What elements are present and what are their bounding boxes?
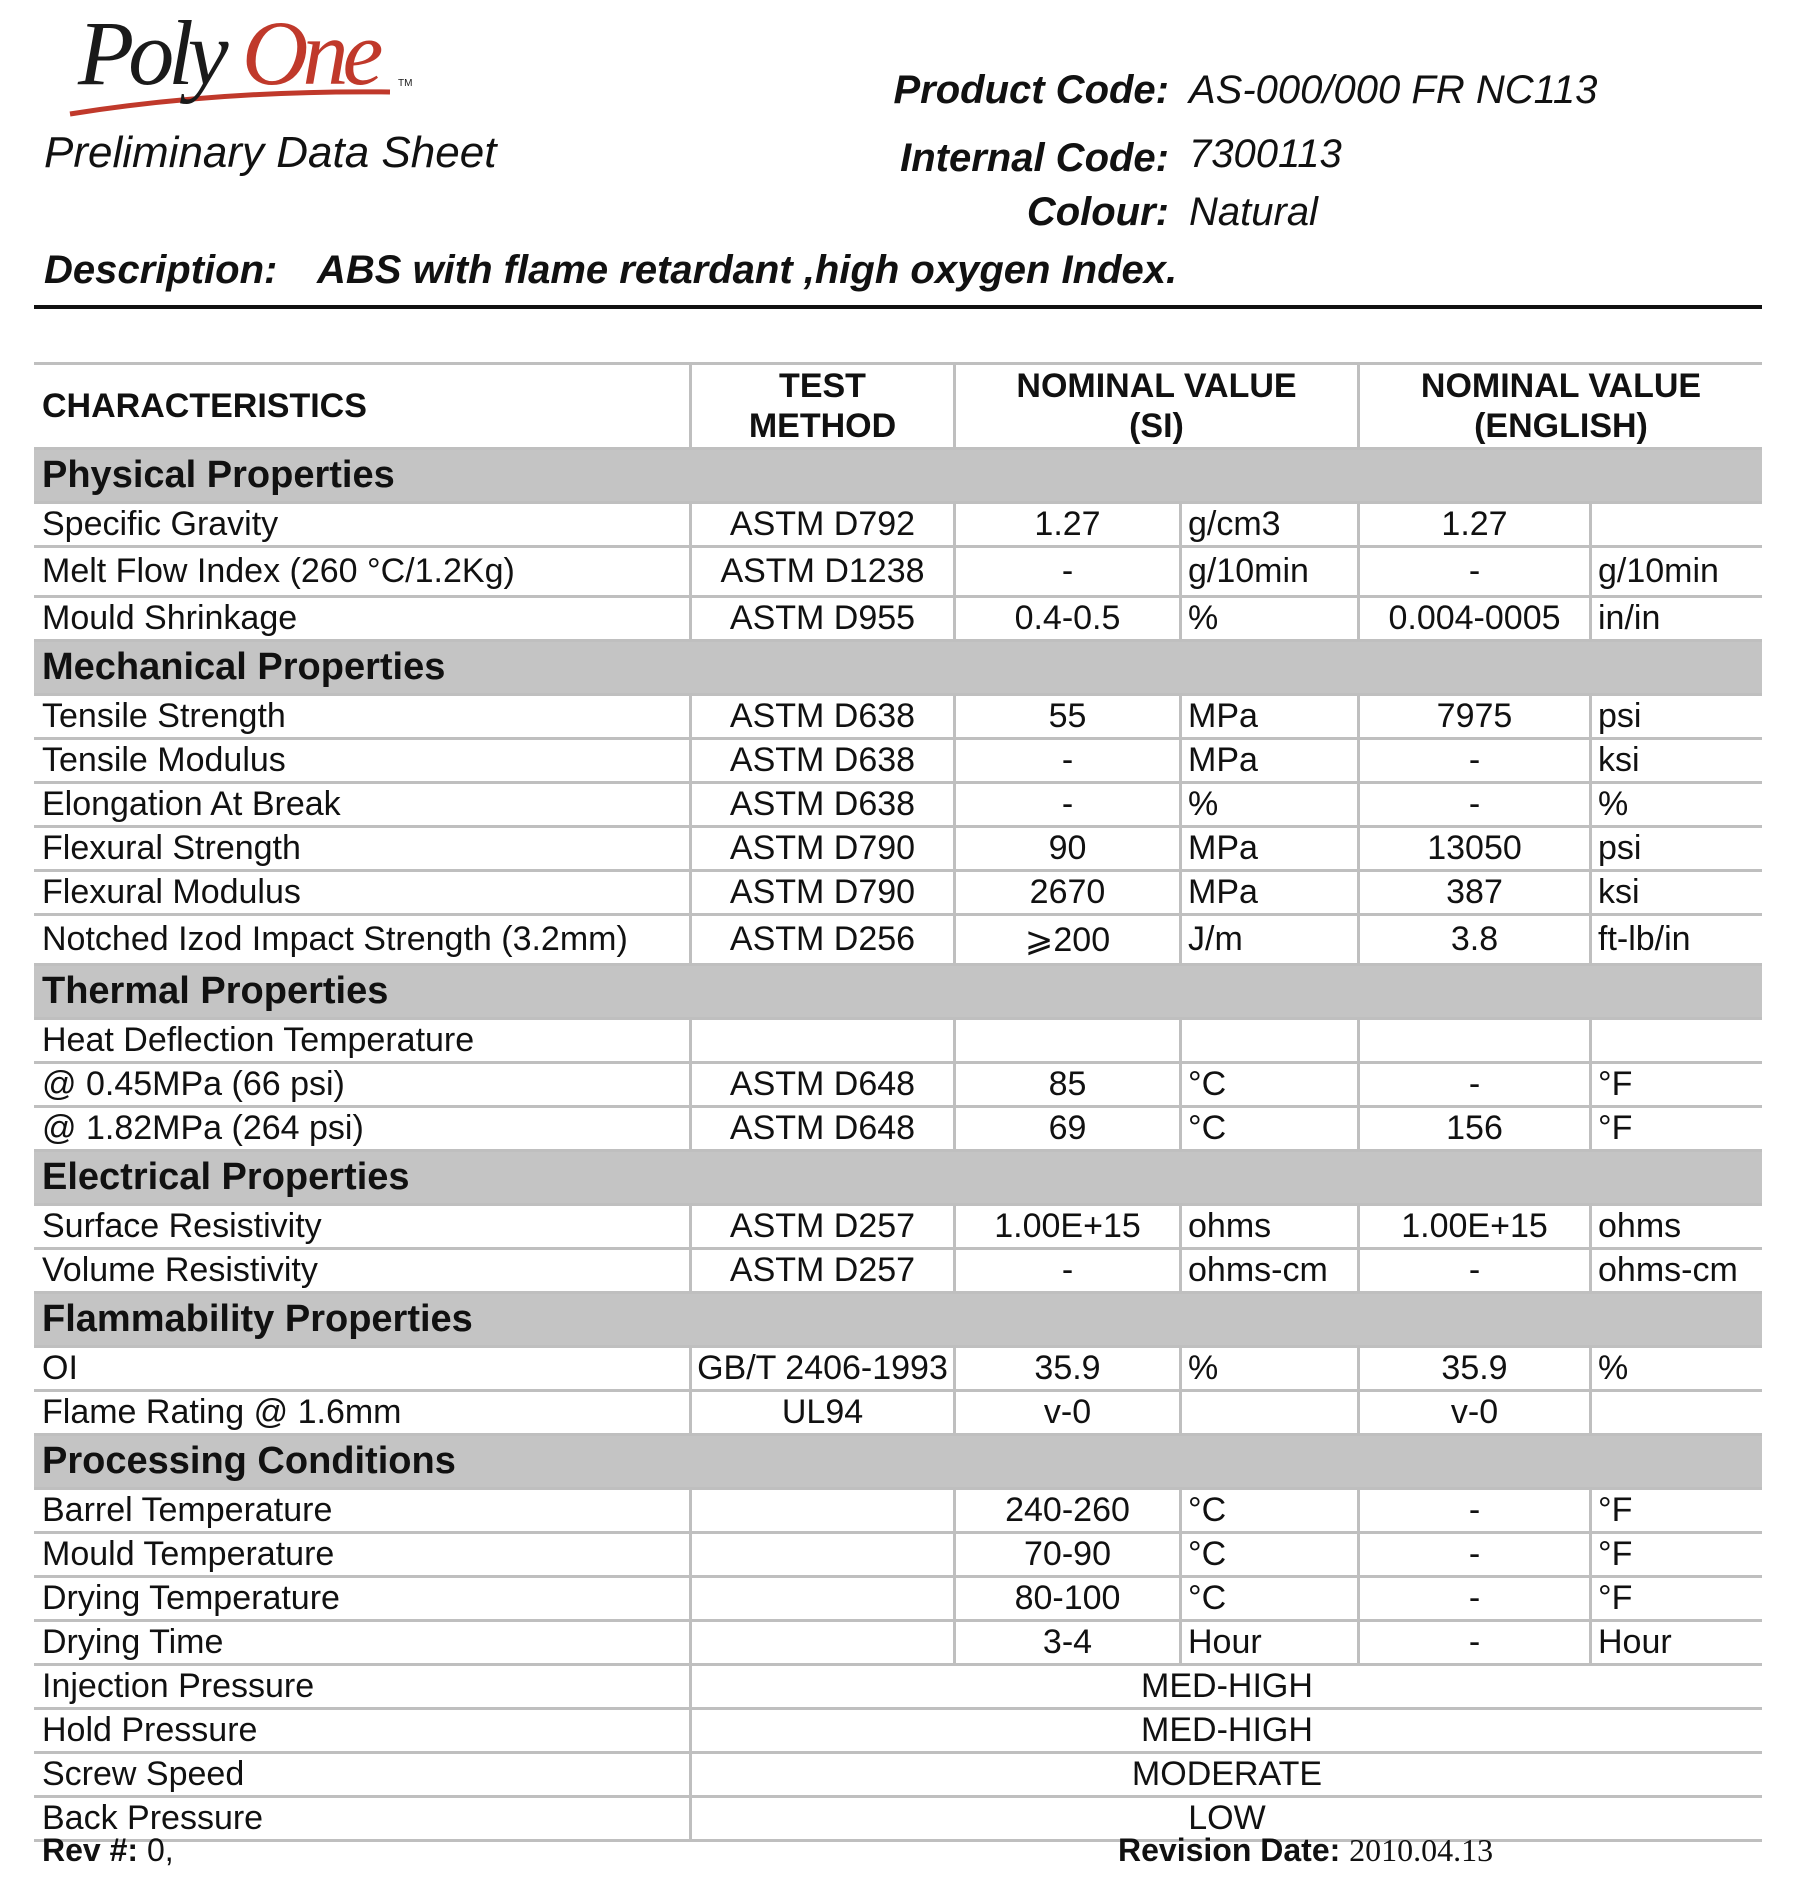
property-name: Notched Izod Impact Strength (3.2mm) — [42, 920, 628, 958]
product-code-row — [0, 68, 1793, 128]
property-name: Volume Resistivity — [42, 1251, 318, 1289]
test-method: ASTM D638 — [689, 740, 953, 781]
si-value: 1.00E+15 — [953, 1206, 1179, 1247]
property-name: Specific Gravity — [42, 505, 279, 543]
property-name: Mould Shrinkage — [42, 599, 298, 637]
english-unit: psi — [1589, 696, 1762, 737]
english-value: 13050 — [1357, 828, 1589, 869]
english-unit: °F — [1589, 1534, 1762, 1575]
si-unit: % — [1179, 784, 1357, 825]
nominal-english-header-line1: NOMINAL VALUE — [1420, 367, 1702, 405]
table-row — [34, 1666, 1762, 1710]
span-value: MED-HIGH — [689, 1710, 1762, 1751]
nominal-si-header — [953, 365, 1357, 447]
property-name: Tensile Strength — [42, 697, 286, 735]
test-method: ASTM D256 — [689, 916, 953, 963]
section-title: Processing Conditions — [42, 1440, 456, 1482]
table-row — [34, 1250, 1762, 1294]
si-unit: J/m — [1179, 916, 1357, 963]
english-value: - — [1357, 1622, 1589, 1663]
table-row — [34, 1490, 1762, 1534]
span-value: LOW — [689, 1798, 1762, 1839]
product-code-value: AS-000/000 FR NC113 — [1189, 68, 1598, 112]
property-name: Flame Rating @ 1.6mm — [42, 1393, 402, 1431]
english-value: - — [1357, 1578, 1589, 1619]
si-value: 2670 — [953, 872, 1179, 913]
english-unit: ohms — [1589, 1206, 1762, 1247]
test-method — [689, 1490, 953, 1531]
table-row — [34, 1534, 1762, 1578]
si-value: - — [953, 740, 1179, 781]
product-code-label: Product Code: — [893, 68, 1169, 112]
revision-date-label: Revision Date: — [1118, 1832, 1341, 1868]
english-value: - — [1357, 1064, 1589, 1105]
test-method: ASTM D1238 — [689, 548, 953, 595]
section-physical — [34, 450, 1762, 504]
table-row — [34, 548, 1762, 598]
english-value: 387 — [1357, 872, 1589, 913]
table-row — [34, 696, 1762, 740]
internal-code-row — [0, 132, 1793, 192]
internal-code-value: 7300113 — [1189, 132, 1342, 176]
test-method: ASTM D257 — [689, 1250, 953, 1291]
property-name: Heat Deflection Temperature — [42, 1021, 475, 1059]
test-method — [689, 1534, 953, 1575]
property-name: Back Pressure — [42, 1799, 264, 1837]
test-method — [689, 1622, 953, 1663]
section-electrical — [34, 1152, 1762, 1206]
table-header — [34, 362, 1762, 450]
properties-table — [34, 362, 1762, 1842]
si-value: 69 — [953, 1108, 1179, 1149]
si-unit: MPa — [1179, 828, 1357, 869]
table-row — [34, 740, 1762, 784]
table-row — [34, 1108, 1762, 1152]
english-unit: °F — [1589, 1578, 1762, 1619]
table-row — [34, 1392, 1762, 1436]
english-unit: ohms-cm — [1589, 1250, 1762, 1291]
rev-label: Rev #: — [42, 1832, 139, 1868]
property-name: Flexural Strength — [42, 829, 301, 867]
english-value — [1357, 1020, 1589, 1061]
test-method: ASTM D790 — [689, 872, 953, 913]
english-unit — [1589, 1020, 1762, 1061]
si-unit: °C — [1179, 1490, 1357, 1531]
si-unit: ohms-cm — [1179, 1250, 1357, 1291]
property-name: @ 0.45MPa (66 psi) — [42, 1065, 345, 1103]
section-processing — [34, 1436, 1762, 1490]
table-row — [34, 1622, 1762, 1666]
section-title: Electrical Properties — [42, 1156, 410, 1198]
table-row — [34, 784, 1762, 828]
english-value: 35.9 — [1357, 1348, 1589, 1389]
test-method: ASTM D257 — [689, 1206, 953, 1247]
si-value: 85 — [953, 1064, 1179, 1105]
test-method: ASTM D638 — [689, 696, 953, 737]
si-unit: MPa — [1179, 740, 1357, 781]
table-row — [34, 828, 1762, 872]
property-name: Injection Pressure — [42, 1667, 315, 1705]
english-unit: °F — [1589, 1064, 1762, 1105]
table-row — [34, 1754, 1762, 1798]
property-name: Drying Temperature — [42, 1579, 340, 1617]
test-method — [689, 1578, 953, 1619]
test-method — [689, 1020, 953, 1061]
table-row — [34, 1798, 1762, 1842]
english-unit — [1589, 1392, 1762, 1433]
table-row — [34, 1064, 1762, 1108]
section-title: Mechanical Properties — [42, 646, 446, 688]
table-row — [34, 1578, 1762, 1622]
si-value: 3-4 — [953, 1622, 1179, 1663]
section-title: Physical Properties — [42, 454, 395, 496]
property-name: Screw Speed — [42, 1755, 245, 1793]
english-unit: Hour — [1589, 1622, 1762, 1663]
english-unit: psi — [1589, 828, 1762, 869]
header-divider — [34, 305, 1762, 309]
english-value: 156 — [1357, 1108, 1589, 1149]
description-value: ABS with flame retardant ,high oxygen Index. — [317, 248, 1178, 292]
property-name: Drying Time — [42, 1623, 224, 1661]
section-mechanical — [34, 642, 1762, 696]
si-value — [953, 1020, 1179, 1061]
property-name: Hold Pressure — [42, 1711, 258, 1749]
property-name: Melt Flow Index (260 °C/1.2Kg) — [42, 552, 515, 590]
colour-label: Colour: — [1026, 190, 1169, 234]
span-value: MODERATE — [689, 1754, 1762, 1795]
english-unit: ft-lb/in — [1589, 916, 1762, 963]
si-value: 70-90 — [953, 1534, 1179, 1575]
test-method: ASTM D790 — [689, 828, 953, 869]
test-method: ASTM D638 — [689, 784, 953, 825]
english-value: - — [1357, 1490, 1589, 1531]
table-row — [34, 1710, 1762, 1754]
english-value: - — [1357, 1534, 1589, 1575]
document-subtitle: Preliminary Data Sheet — [44, 128, 497, 177]
english-value: v-0 — [1357, 1392, 1589, 1433]
si-unit: g/10min — [1179, 548, 1357, 595]
table-row — [34, 1020, 1762, 1064]
property-name: Elongation At Break — [42, 785, 341, 823]
logo-one-text: One — [242, 2, 378, 104]
si-unit: % — [1179, 598, 1357, 639]
si-unit: °C — [1179, 1578, 1357, 1619]
property-name: Flexural Modulus — [42, 873, 301, 911]
rev-value: 0, — [146, 1832, 174, 1868]
si-value: 55 — [953, 696, 1179, 737]
table-row — [34, 916, 1762, 966]
test-method-header-line2: METHOD — [748, 407, 897, 445]
english-unit: °F — [1589, 1108, 1762, 1149]
test-method-header — [689, 365, 953, 447]
si-value: ⩾200 — [953, 916, 1179, 963]
section-title: Flammability Properties — [42, 1298, 473, 1340]
test-method: GB/T 2406-1993 — [689, 1348, 953, 1389]
english-value: 1.00E+15 — [1357, 1206, 1589, 1247]
table-row — [34, 1348, 1762, 1392]
si-value: - — [953, 784, 1179, 825]
english-unit: ksi — [1589, 740, 1762, 781]
english-value: 0.004-0005 — [1357, 598, 1589, 639]
section-flammability — [34, 1294, 1762, 1348]
english-unit — [1589, 504, 1762, 545]
si-value: 0.4-0.5 — [953, 598, 1179, 639]
property-name: @ 1.82MPa (264 psi) — [42, 1109, 364, 1147]
table-row — [34, 1206, 1762, 1250]
test-method: ASTM D792 — [689, 504, 953, 545]
description-row — [44, 248, 1177, 293]
english-unit: % — [1589, 1348, 1762, 1389]
internal-code-label: Internal Code: — [900, 136, 1169, 180]
colour-row — [0, 190, 1793, 250]
colour-value: Natural — [1189, 190, 1318, 234]
si-unit: °C — [1179, 1108, 1357, 1149]
english-value: - — [1357, 784, 1589, 825]
section-title: Thermal Properties — [42, 970, 389, 1012]
si-unit: ohms — [1179, 1206, 1357, 1247]
si-value: 80-100 — [953, 1578, 1179, 1619]
table-row — [34, 598, 1762, 642]
si-unit: Hour — [1179, 1622, 1357, 1663]
nominal-si-header-line1: NOMINAL VALUE — [1016, 367, 1297, 405]
si-value: - — [953, 1250, 1179, 1291]
si-value: 35.9 — [953, 1348, 1179, 1389]
english-unit: % — [1589, 784, 1762, 825]
si-unit: % — [1179, 1348, 1357, 1389]
revision-date-value: 2010.04.13 — [1349, 1832, 1494, 1868]
characteristics-header — [34, 365, 689, 447]
property-name: Tensile Modulus — [42, 741, 286, 779]
property-name: Surface Resistivity — [42, 1207, 322, 1245]
section-thermal — [34, 966, 1762, 1020]
test-method: ASTM D648 — [689, 1064, 953, 1105]
english-unit: in/in — [1589, 598, 1762, 639]
english-value: 1.27 — [1357, 504, 1589, 545]
si-unit: MPa — [1179, 696, 1357, 737]
property-name: Mould Temperature — [42, 1535, 335, 1573]
si-value: 90 — [953, 828, 1179, 869]
property-name: Barrel Temperature — [42, 1491, 333, 1529]
english-value: - — [1357, 548, 1589, 595]
test-method-header-line1: TEST — [779, 367, 866, 405]
english-value: - — [1357, 740, 1589, 781]
property-name: OI — [42, 1349, 78, 1387]
si-unit: °C — [1179, 1534, 1357, 1575]
si-unit — [1179, 1392, 1357, 1433]
si-unit — [1179, 1020, 1357, 1061]
si-value: 1.27 — [953, 504, 1179, 545]
span-value: MED-HIGH — [689, 1666, 1762, 1707]
english-unit: °F — [1589, 1490, 1762, 1531]
si-value: v-0 — [953, 1392, 1179, 1433]
table-row — [34, 872, 1762, 916]
table-row — [34, 504, 1762, 548]
logo-tm-text: TM — [398, 78, 413, 89]
english-unit: g/10min — [1589, 548, 1762, 595]
si-unit: MPa — [1179, 872, 1357, 913]
characteristics-header-text: CHARACTERISTICS — [42, 387, 367, 425]
si-unit: °C — [1179, 1064, 1357, 1105]
description-label: Description: — [44, 248, 278, 292]
english-value: 7975 — [1357, 696, 1589, 737]
english-value: - — [1357, 1250, 1589, 1291]
english-unit: ksi — [1589, 872, 1762, 913]
si-unit: g/cm3 — [1179, 504, 1357, 545]
si-value: 240-260 — [953, 1490, 1179, 1531]
test-method: ASTM D648 — [689, 1108, 953, 1149]
nominal-english-header-line2: (ENGLISH) — [1474, 407, 1648, 445]
nominal-english-header — [1357, 365, 1762, 447]
test-method: UL94 — [689, 1392, 953, 1433]
test-method: ASTM D955 — [689, 598, 953, 639]
nominal-si-header-line2: (SI) — [1129, 407, 1184, 445]
english-value: 3.8 — [1357, 916, 1589, 963]
revision-date — [1118, 1832, 1493, 1869]
revision-number — [42, 1832, 174, 1869]
si-value: - — [953, 548, 1179, 595]
logo-poly-text: Poly — [78, 2, 223, 104]
